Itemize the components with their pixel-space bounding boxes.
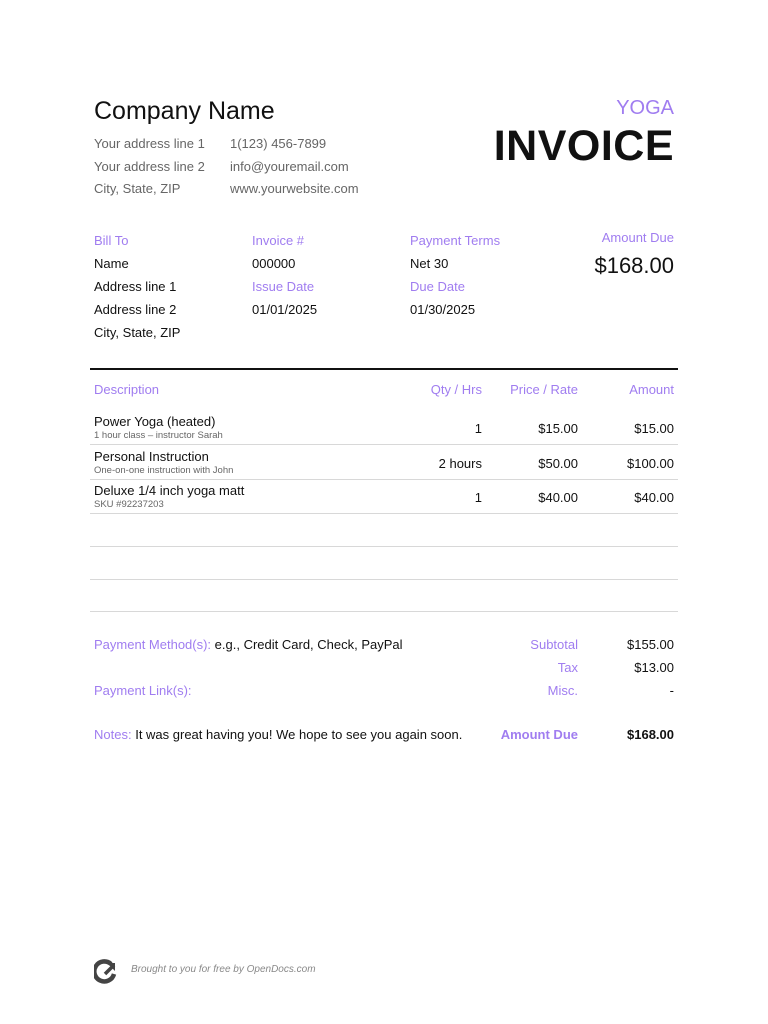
tax-label: Tax <box>557 660 578 675</box>
doc-title: INVOICE <box>493 122 674 170</box>
item-amount: $15.00 <box>634 421 674 436</box>
payment-method-value: e.g., Credit Card, Check, PayPal <box>214 637 403 652</box>
notes-label: Notes: <box>94 727 132 742</box>
item-amount: $100.00 <box>627 456 674 471</box>
item-description: Deluxe 1/4 inch yoga matt <box>94 483 245 498</box>
table-row <box>90 446 678 480</box>
item-subdescription: 1 hour class – instructor Sarah <box>94 430 223 441</box>
bill-to-name: Name <box>94 256 129 271</box>
item-qty: 2 hours <box>438 456 482 471</box>
invoice-number-block <box>252 229 317 321</box>
payment-method-line <box>94 637 403 652</box>
col-header-amount: Amount <box>629 382 674 397</box>
invoice-number-label: Invoice # <box>252 233 305 248</box>
empty-row-divider <box>90 611 678 612</box>
due-date-label: Due Date <box>410 279 465 294</box>
table-row <box>90 480 678 514</box>
col-header-qty: Qty / Hrs <box>430 382 482 397</box>
table-row <box>90 411 678 445</box>
issue-date-label: Issue Date <box>252 279 315 294</box>
company-website: www.yourwebsite.com <box>230 181 359 196</box>
item-price: $50.00 <box>538 456 578 471</box>
bill-to-address-2: Address line 2 <box>94 302 177 317</box>
item-subdescription: SKU #92237203 <box>94 499 164 510</box>
amount-due-value: $168.00 <box>594 253 674 278</box>
notes-value: It was great having you! We hope to see you again soon. <box>135 727 463 742</box>
notes-line <box>94 727 462 742</box>
item-qty: 1 <box>474 421 482 436</box>
total-amount-due-value: $168.00 <box>627 727 674 742</box>
payment-terms: Net 30 <box>410 256 449 271</box>
amount-due-label: Amount Due <box>601 230 674 245</box>
item-description: Personal Instruction <box>94 449 209 464</box>
misc-value: - <box>669 683 674 698</box>
company-contact <box>230 133 359 201</box>
bill-to-city: City, State, ZIP <box>94 325 181 340</box>
empty-row-divider <box>90 546 678 547</box>
address-line-2: Your address line 2 <box>94 158 205 174</box>
due-date: 01/30/2025 <box>410 302 476 317</box>
issue-date: 01/01/2025 <box>252 302 318 317</box>
item-subdescription: One-on-one instruction with John <box>94 465 234 476</box>
total-amount-due-label: Amount Due <box>500 727 578 742</box>
item-amount: $40.00 <box>634 490 674 505</box>
bill-to-label: Bill To <box>94 233 129 248</box>
footer-credit[interactable]: Brought to you for free by OpenDocs.com <box>131 964 316 975</box>
address-city: City, State, ZIP <box>94 181 181 196</box>
item-qty: 1 <box>474 490 482 505</box>
payment-terms-block <box>410 229 500 321</box>
payment-terms-label: Payment Terms <box>410 233 501 248</box>
address-line-1: Your address line 1 <box>94 136 205 151</box>
table-top-rule <box>90 368 678 370</box>
col-header-description: Description <box>94 382 160 397</box>
doc-type: YOGA <box>616 97 674 119</box>
empty-row-divider <box>90 579 678 580</box>
company-phone: 1(123) 456-7899 <box>230 136 327 151</box>
misc-label: Misc. <box>547 683 578 698</box>
payment-link-label: Payment Link(s): <box>94 683 192 698</box>
bill-to-address-1: Address line 1 <box>94 279 177 294</box>
payment-method-label: Payment Method(s): <box>94 637 212 652</box>
amount-due-block <box>594 229 674 279</box>
company-address <box>94 133 205 201</box>
item-price: $15.00 <box>538 421 578 436</box>
item-description: Power Yoga (heated) <box>94 414 216 429</box>
col-header-price: Price / Rate <box>510 382 578 397</box>
invoice-number: 000000 <box>252 256 296 271</box>
subtotal-label: Subtotal <box>530 637 578 652</box>
subtotal-value: $155.00 <box>627 637 674 652</box>
company-name: Company Name <box>94 97 275 125</box>
item-price: $40.00 <box>538 490 578 505</box>
bill-to-block <box>94 229 180 344</box>
opendocs-logo-icon <box>94 959 118 985</box>
tax-value: $13.00 <box>634 660 674 675</box>
company-email: info@youremail.com <box>230 158 349 174</box>
